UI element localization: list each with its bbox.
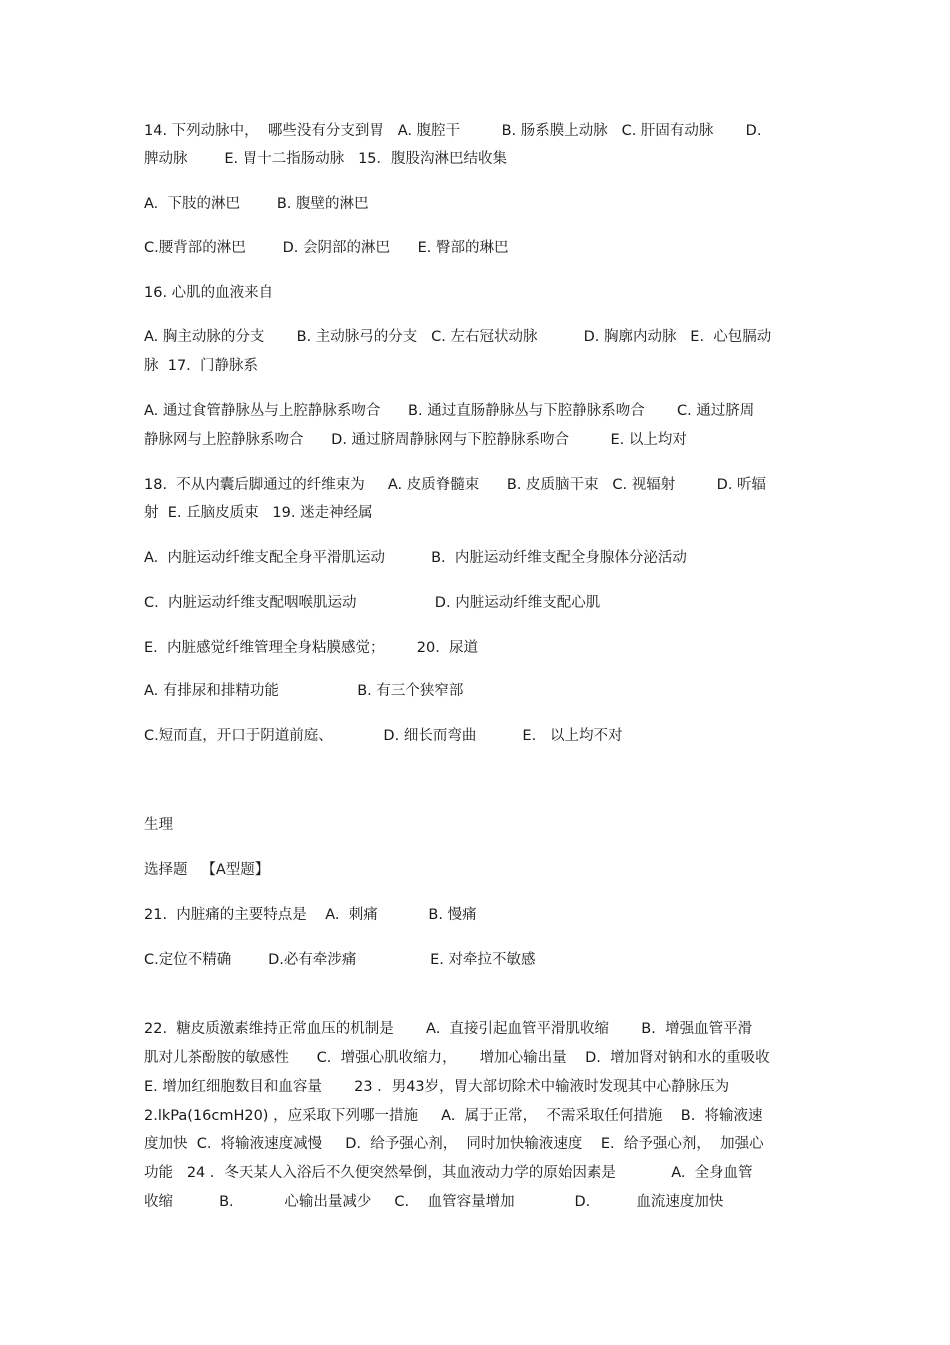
text-line: 射 E. 丘脑皮质束 19. 迷走神经属 [144,505,373,521]
section-subheading: 选择题 【A型题】 [144,862,270,878]
text-line: E. 内脏感觉纤维管理全身粘膜感觉； 20. 尿道 [144,640,479,656]
text-line: C.腰背部的淋巴 D. 会阴部的淋巴 E. 臀部的琳巴 [144,240,509,256]
text-line: A. 内脏运动纤维支配全身平滑肌运动 B. 内脏运动纤维支配全身腺体分泌活动 [144,550,687,566]
text-line: A. 通过食管静脉丛与上腔静脉系吻合 B. 通过直肠静脉丛与下腔静脉系吻合 C. 通过脐周 [144,403,755,419]
text-line: 肌对儿茶酚胺的敏感性 C. 增强心肌收缩力， 增加心输出量 D. 增加肾对钠和水的重吸收 [144,1050,770,1066]
text-line: 21. 内脏痛的主要特点是 A. 刺痛 B. 慢痛 [144,907,477,923]
text-line: 功能 24 ．冬天某人入浴后不久便突然晕倒，其血液动力学的原始因素是 A. 全身血管 [144,1165,753,1181]
text-line: 静脉网与上腔静脉系吻合 D. 通过脐周静脉网与下腔静脉系吻合 E. 以上均对 [144,432,687,448]
text-line: C.短而直，开口于阴道前庭、 D. 细长而弯曲 E. 以上均不对 [144,728,623,744]
text-line: A. 下肢的淋巴 B. 腹壁的淋巴 [144,196,369,212]
text-line: 14. 下列动脉中， 哪些没有分支到胃 A. 腹腔干 B. 肠系膜上动脉 C. 肝固有动脉 D. [144,123,762,139]
text-line: 度加快 C. 将输液速度减慢 D. 给予强心剂， 同时加快输液速度 E. 给予强心剂， 加强心 [144,1136,764,1152]
text-line: E. 增加红细胞数目和血容量 23 ．男43岁，胃大部切除术中输液时发现其中心静脉压为 [144,1079,730,1095]
text-line: 收缩 B. 心输出量减少 C. 血管容量增加 D. 血流速度加快 [144,1194,724,1210]
section-heading: 生理 [144,817,173,833]
text-line: 18. 不从内囊后脚通过的纤维束为 A. 皮质脊髓束 B. 皮质脑干束 C. 视辐射 D. 听辐 [144,477,767,493]
text-line: A. 胸主动脉的分支 B. 主动脉弓的分支 C. 左右冠状动脉 D. 胸廓内动脉 E. 心包膈动 [144,329,772,345]
text-line: 16. 心肌的血液来自 [144,285,274,301]
text-line: C. 内脏运动纤维支配咽喉肌运动 D. 内脏运动纤维支配心肌 [144,595,601,611]
text-line: 22. 糖皮质激素维持正常血压的机制是 A. 直接引起血管平滑肌收缩 B. 增强血管平滑 [144,1021,753,1037]
text-line: C.定位不精确 D.必有牵涉痛 E. 对牵拉不敏感 [144,952,536,968]
text-line: 脾动脉 E. 胃十二指肠动脉 15．腹股沟淋巴结收集 [144,151,508,167]
text-line: A. 有排尿和排精功能 B. 有三个狭窄部 [144,683,464,699]
text-line: 2.lkPa(16cmH20) ，应采取下列哪一措施 A. 属于正常， 不需采取任何措施 B. 将输液速 [144,1108,763,1124]
text-line: 脉 17. 门静脉系 [144,358,258,374]
